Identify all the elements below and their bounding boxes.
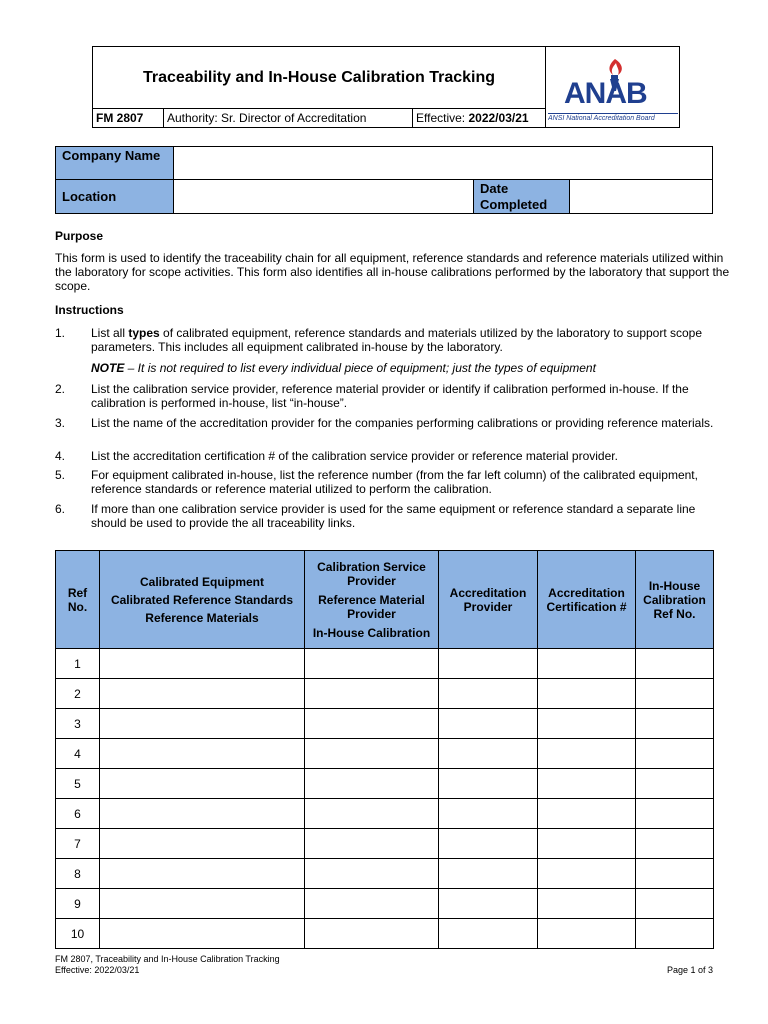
entry-cell[interactable] — [439, 679, 538, 709]
entry-cell[interactable] — [538, 889, 636, 919]
instruction-item: For equipment calibrated in-house, list the reference number (from the far left column) of the calibrated equipment, reference standards or reference material utilized to perform the calibration. — [91, 468, 698, 496]
company-name-field[interactable] — [174, 147, 712, 180]
entry-cell[interactable] — [636, 799, 714, 829]
entry-cell[interactable] — [439, 769, 538, 799]
entry-cell[interactable] — [100, 739, 305, 769]
table-header-row — [56, 551, 714, 649]
footer-line-1: FM 2807, Traceability and In-House Calibration Tracking — [55, 954, 280, 964]
instruction-note — [91, 361, 731, 375]
purpose-heading: Purpose — [55, 229, 104, 243]
header-line: Calibrated Reference Standards — [110, 592, 294, 607]
location-label: Location — [56, 180, 174, 213]
header-line: Reference Material Provider — [318, 592, 425, 621]
logo-subtext: ANSI National Accreditation Board — [548, 113, 678, 122]
entry-cell[interactable] — [439, 649, 538, 679]
entry-cell[interactable] — [305, 739, 439, 769]
authority: Authority: Sr. Director of Accreditation — [163, 109, 412, 128]
location-field[interactable] — [174, 180, 474, 213]
entry-cell[interactable] — [538, 679, 636, 709]
anab-logo — [545, 47, 679, 127]
table-row — [56, 769, 714, 799]
date-completed-label: Date Completed — [474, 180, 570, 213]
effective-label: Effective: — [416, 111, 469, 125]
table-row — [56, 889, 714, 919]
col-inhouse-ref: In-House Calibration Ref No. — [636, 551, 714, 649]
entry-cell[interactable] — [538, 709, 636, 739]
instruction-item: If more than one calibration service provider is used for the same equipment or reference standard a separate line should be used to provide the all traceability links. — [91, 502, 696, 530]
col-ref-no: Ref No. — [56, 551, 100, 649]
entry-cell[interactable] — [100, 649, 305, 679]
entry-cell[interactable] — [305, 769, 439, 799]
entry-cell[interactable] — [100, 859, 305, 889]
info-table — [55, 146, 713, 214]
header-line: Reference Materials — [145, 610, 259, 625]
instruction-item: List the accreditation certification # of the calibration service provider or reference material provider. — [91, 449, 618, 463]
entry-cell[interactable] — [439, 859, 538, 889]
company-name-label: Company Name — [56, 147, 174, 180]
entry-cell[interactable] — [100, 799, 305, 829]
entry-cell[interactable] — [538, 829, 636, 859]
instruction-number: 2. — [55, 382, 66, 396]
entry-cell[interactable] — [100, 679, 305, 709]
header-line: In-House Calibration — [312, 625, 431, 640]
instruction-item: List the calibration service provider, reference material provider or identify if calibration performed in-house. If the calibration is performed in-house, list “in-house”. — [91, 382, 689, 410]
ref-number-cell: 4 — [56, 739, 100, 769]
entry-cell[interactable] — [305, 919, 439, 949]
entry-cell[interactable] — [636, 739, 714, 769]
ref-number-cell: 10 — [56, 919, 100, 949]
entry-cell[interactable] — [439, 739, 538, 769]
ref-number-cell: 2 — [56, 679, 100, 709]
instruction-number: 1. — [55, 326, 66, 340]
ref-number-cell: 7 — [56, 829, 100, 859]
entry-cell[interactable] — [636, 679, 714, 709]
entry-cell[interactable] — [538, 799, 636, 829]
entry-cell[interactable] — [439, 709, 538, 739]
ref-number-cell: 6 — [56, 799, 100, 829]
instruction-bold: types — [128, 326, 160, 340]
page-number: Page 1 of 3 — [666, 965, 713, 975]
entry-cell[interactable] — [538, 769, 636, 799]
entry-cell[interactable] — [636, 919, 714, 949]
table-row — [56, 739, 714, 769]
entry-cell[interactable] — [636, 859, 714, 889]
entry-cell[interactable] — [439, 919, 538, 949]
entry-cell[interactable] — [305, 709, 439, 739]
note-label: NOTE — [91, 361, 125, 375]
entry-cell[interactable] — [636, 829, 714, 859]
header-line: Calibration Service Provider — [317, 559, 426, 588]
instruction-number: 6. — [55, 502, 66, 516]
ref-number-cell: 1 — [56, 649, 100, 679]
effective — [412, 109, 545, 128]
table-row — [56, 709, 714, 739]
col-accreditation-provider: Accreditation Provider — [439, 551, 538, 649]
table-row — [56, 829, 714, 859]
entry-cell[interactable] — [636, 709, 714, 739]
ref-number-cell: 3 — [56, 709, 100, 739]
form-number: FM 2807 — [96, 111, 144, 125]
instruction-item: List the name of the accreditation provider for the companies performing calibrations or providing reference materials. — [91, 416, 714, 430]
instruction-item — [91, 326, 731, 354]
footer-left — [55, 954, 280, 976]
entry-cell[interactable] — [636, 769, 714, 799]
entry-cell[interactable] — [538, 859, 636, 889]
entry-cell[interactable] — [305, 829, 439, 859]
table-row — [56, 919, 714, 949]
entry-cell[interactable] — [100, 889, 305, 919]
note-text: – It is not required to list every individual piece of equipment; just the types of equipment — [124, 361, 596, 375]
entry-cell[interactable] — [305, 889, 439, 919]
entry-cell[interactable] — [439, 799, 538, 829]
entry-cell[interactable] — [439, 889, 538, 919]
col-calibrated-equipment — [100, 551, 305, 649]
entry-cell[interactable] — [100, 829, 305, 859]
entry-cell[interactable] — [100, 709, 305, 739]
entry-cell[interactable] — [538, 649, 636, 679]
purpose-text: This form is used to identify the traceability chain for all equipment, reference standards and reference materials utilized within the laboratory for scope activities. This form also identifies all in-house calibrations performed by the laboratory that support the scope. — [55, 251, 730, 293]
form-title: Traceability and In-House Calibration Tracking — [142, 68, 496, 86]
date-completed-field[interactable] — [570, 180, 712, 213]
entry-cell[interactable] — [636, 889, 714, 919]
table-row — [56, 799, 714, 829]
ref-number-cell: 5 — [56, 769, 100, 799]
entry-cell[interactable] — [305, 679, 439, 709]
ref-number-cell: 9 — [56, 889, 100, 919]
footer-line-2: Effective: 2022/03/21 — [55, 965, 140, 975]
ref-number-cell: 8 — [56, 859, 100, 889]
instruction-text: of calibrated equipment, reference standards and materials utilized by the laboratory to support scope parameters. This includes all equipment calibrated in-house by the laboratory. — [91, 326, 703, 354]
logo-text: ANAB — [564, 77, 647, 110]
entry-cell[interactable] — [439, 829, 538, 859]
instruction-number: 3. — [55, 416, 66, 430]
effective-date: 2022/03/21 — [468, 111, 529, 125]
table-row — [56, 649, 714, 679]
instruction-text: List all — [91, 326, 129, 340]
instruction-number: 4. — [55, 449, 66, 463]
entry-cell[interactable] — [100, 919, 305, 949]
header-line: Calibrated Equipment — [139, 574, 264, 589]
instructions-heading: Instructions — [55, 303, 124, 317]
tracking-table — [55, 550, 714, 949]
entry-cell[interactable] — [305, 649, 439, 679]
table-body — [56, 649, 714, 949]
table-row — [56, 679, 714, 709]
entry-cell[interactable] — [538, 919, 636, 949]
col-service-provider — [305, 551, 439, 649]
table-row — [56, 859, 714, 889]
entry-cell[interactable] — [100, 769, 305, 799]
entry-cell[interactable] — [636, 649, 714, 679]
meta-row — [93, 108, 545, 127]
entry-cell[interactable] — [305, 799, 439, 829]
col-accreditation-cert: Accreditation Certification # — [538, 551, 636, 649]
entry-cell[interactable] — [538, 739, 636, 769]
instruction-number: 5. — [55, 468, 66, 482]
entry-cell[interactable] — [305, 859, 439, 889]
